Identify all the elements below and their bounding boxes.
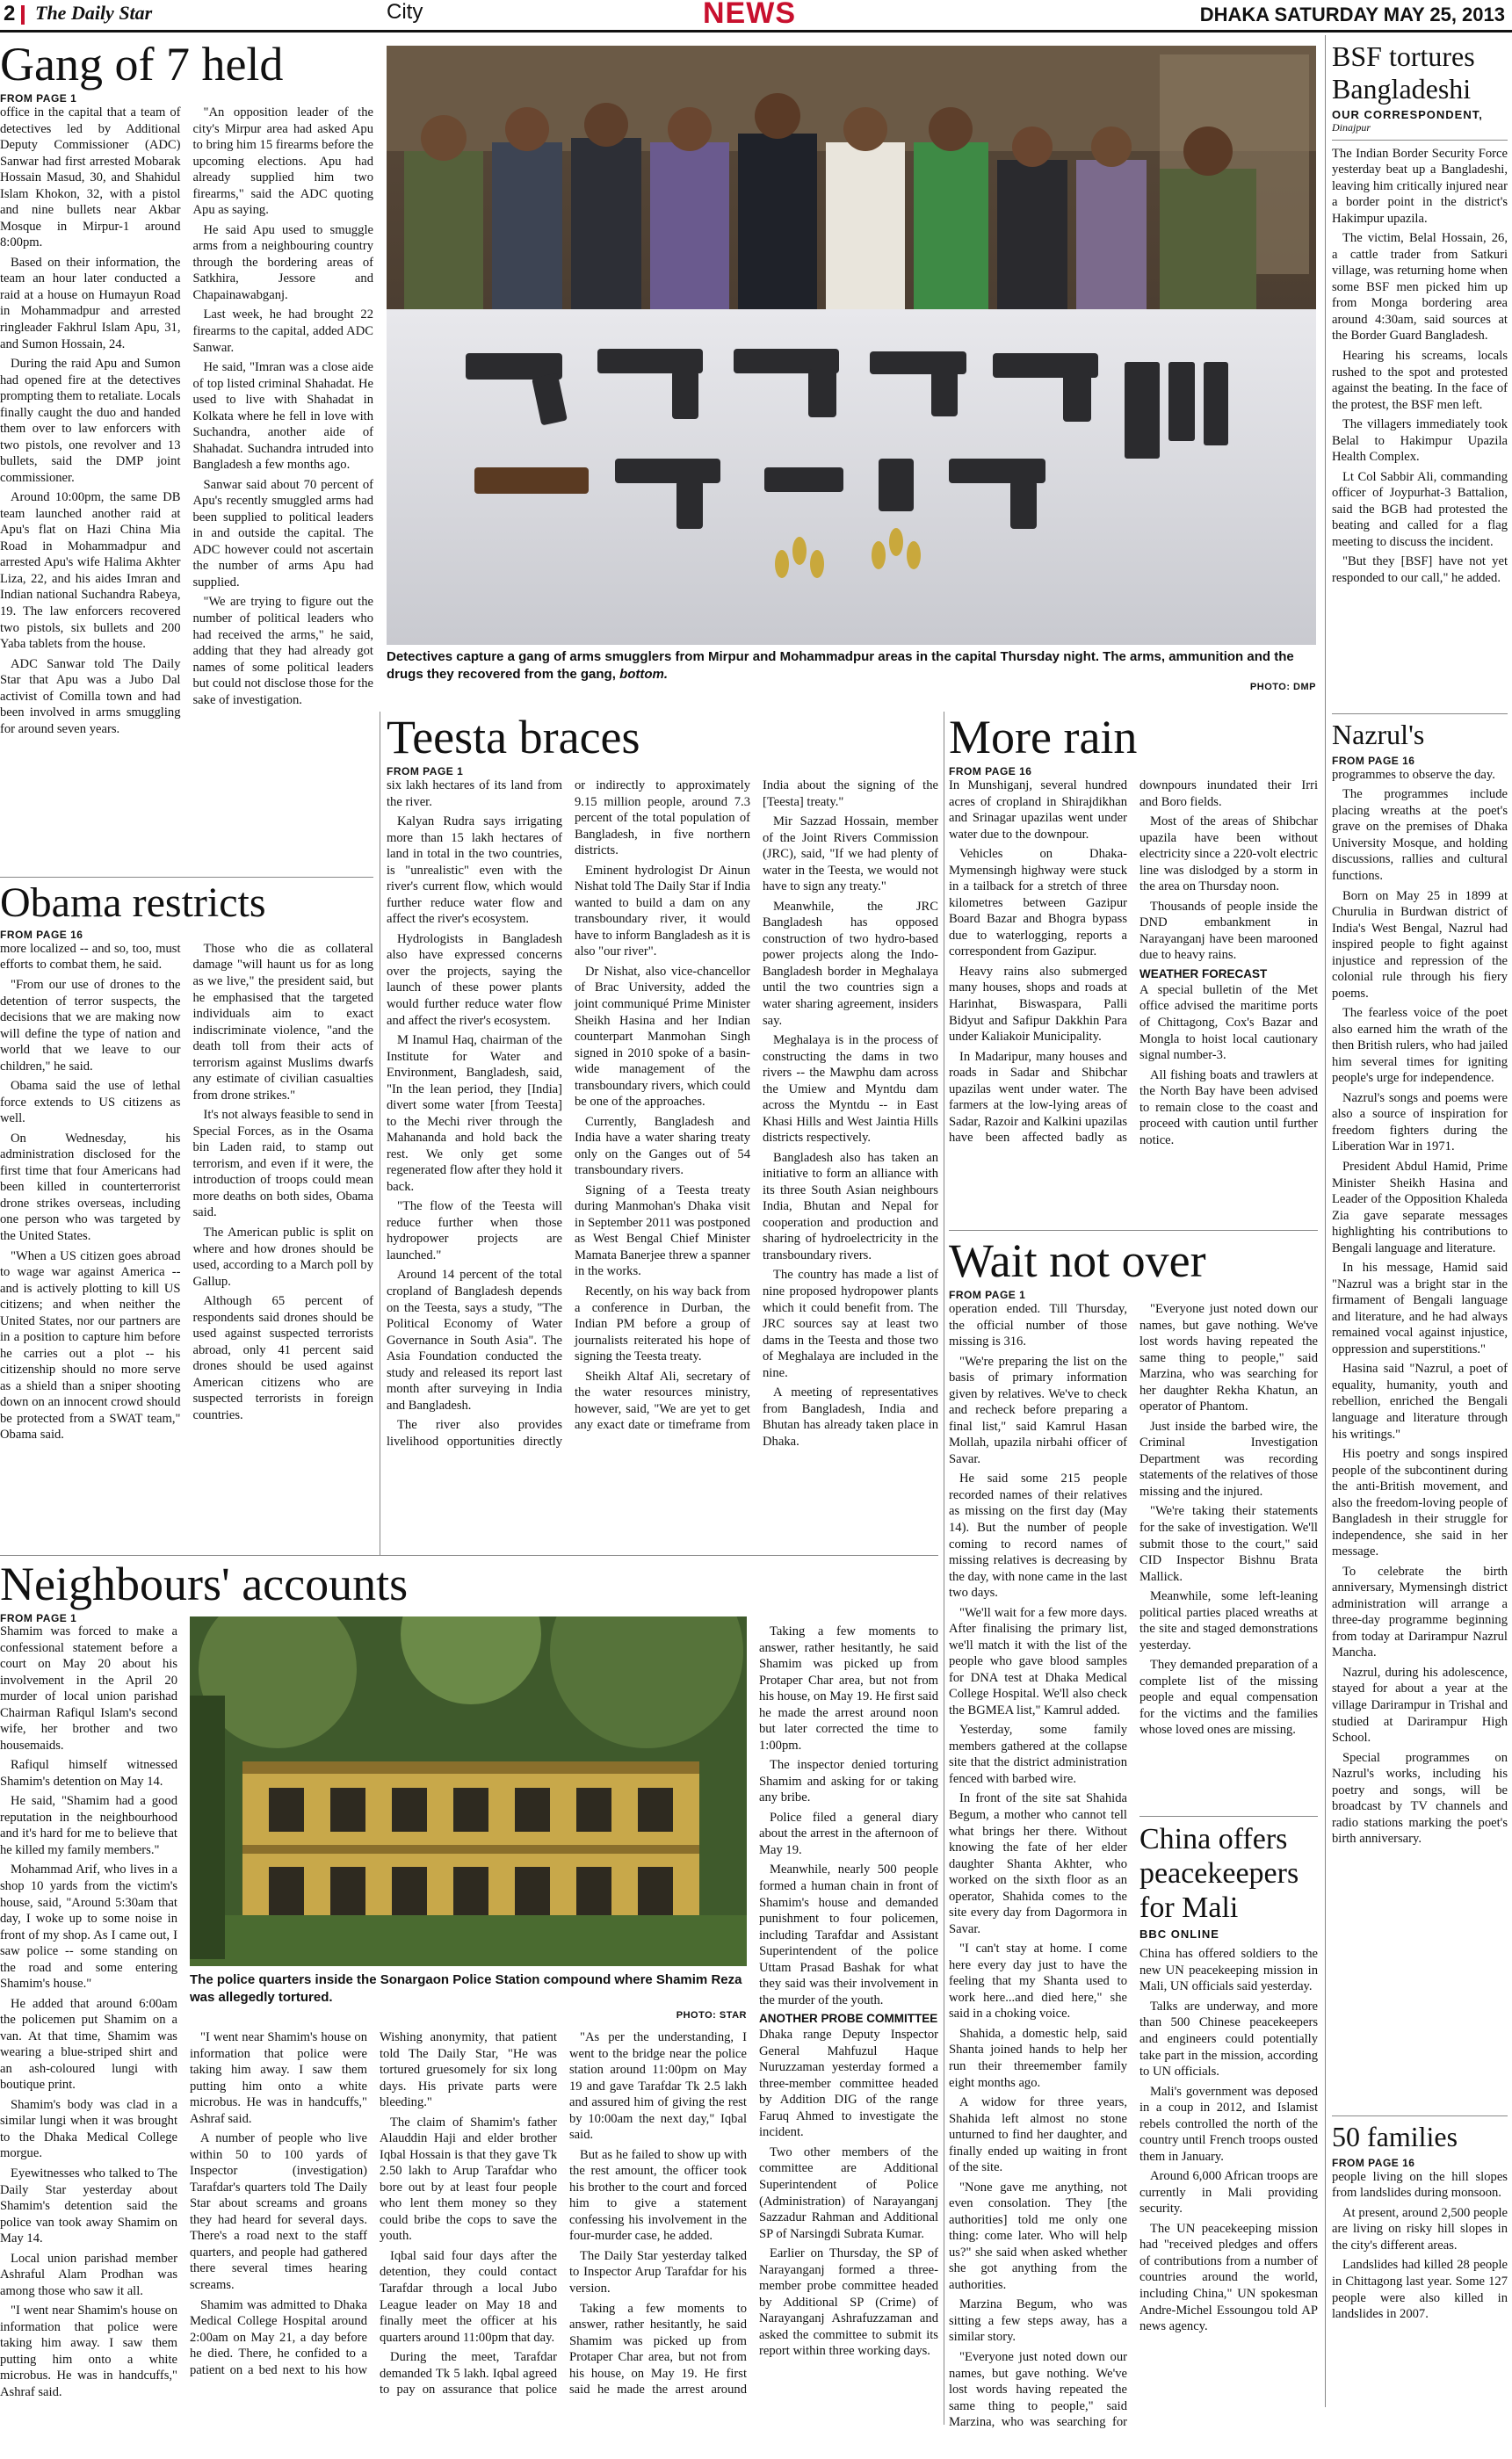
police-photo-credit: PHOTO: STAR: [676, 2010, 747, 2021]
byline-location-bsf: Dinajpur: [1332, 120, 1371, 134]
article-gang: [0, 40, 373, 867]
from-page-gang: FROM PAGE 1: [0, 92, 77, 105]
paragraph: Meanwhile, some left-leaning political parties placed wreaths at the site and staged demonstrations yesterday.: [1139, 1589, 1318, 1653]
headline-bsf: BSF tortures Bangladeshi: [1332, 40, 1475, 105]
paragraph: Recently, on his way back from a conference in Durban, the Indian PM before a group of journalists reiterated his hope of signing the Teesta treaty.: [575, 1284, 750, 1364]
paragraph: Shamim's body was clad in a similar lungi when it was brought to the Dhaka Medical College morgue.: [0, 2097, 177, 2161]
paragraph: At present, around 2,500 people are living on risky hill slopes in the city's different areas.: [1332, 2205, 1508, 2253]
paragraph: A meeting of representatives from Bangladesh, India and Bhutan has already taken place in Dhaka.: [763, 1385, 938, 1449]
paragraph: The UN peacekeeping mission had "received pledges and offers of contributions from a number of countries around the world, including China," UN spokesman Andre-Michel Essoungou told AP news agency.: [1139, 2221, 1318, 2334]
paragraph: Around 10:00pm, the same DB team launched another raid at Apu's flat on Hazi China Mia Road in Mohammadpur and arrested Apu's wife Halima Akhter Liza, 22, and his aides Imran and Indian national Suchandra Rabeya, 19. The law enforcers recovered two pistols, six bullets and 200 Yaba tablets from the house.: [0, 490, 181, 652]
page-masthead: [0, 0, 1512, 33]
paragraph: Meanwhile, nearly 500 people formed a human chain in front of Shamim's house and demanded punishment to four policemen, including Tarafdar and Assistant Superintendent of the police Uttam Prasad Bashak for what they said was their involvement in the murder of the youth.: [759, 1862, 938, 2007]
arms-photo-image: [387, 46, 1316, 645]
caption-text: Detectives capture a gang of arms smugglers from Mirpur and Mohammadpur areas in the capital Thursday night. The arms, ammunition and the drugs they recovered from the gang,: [387, 649, 1294, 682]
paragraph: It's not always feasible to send in Special Forces, as in the Osama bin Laden raid, to stamp out terrorism, and even if it were, the introduction of troops could mean more deaths on both sides, Obama said.: [192, 1108, 373, 1220]
paragraph: The programmes include placing wreaths at the poet's grave on the premises of Dhaka University Mosque, and holding discussions, rallies and cultural functions.: [1332, 787, 1508, 883]
paragraph: Around 14 percent of the total cropland of Bangladesh depends on the Teesta, says a study, "The Political Economy of Water Governance in South Asia". The Asia Foundation conducted the study and released its report last month after surveying in India and Bangladesh.: [387, 1268, 562, 1413]
paragraph: people living on the hill slopes from landslides during monsoon.: [1332, 2169, 1508, 2201]
paragraph: Nazrul, during his adolescence, stayed for about a year at the village Darirampur in Trishal and studied at Darirampur High School.: [1332, 1665, 1508, 1746]
rule-china: [1139, 1816, 1318, 1817]
paragraph: To celebrate the birth anniversary, Mymensingh district administration will arrange a three-day programme beginning from today at Darirampur Nazrul Mancha.: [1332, 1564, 1508, 1660]
body-obama: [0, 941, 373, 1566]
rule-neighbours: [0, 1555, 938, 1556]
from-page-families: FROM PAGE 16: [1332, 2156, 1415, 2169]
paragraph: In Madaripur, many houses and roads in Sadar and Shibchar upazilas went under water. The farmers at the low-lying areas of Sadar, Razoir and Kalkini upazilas have been affected badly as downpours inundated their Irri and Boro fields.: [949, 778, 1318, 1146]
paragraph: "As per the understanding, I went to the bridge near the police station around 11:00pm on May 19 and gave Tarafdar Tk 2.5 lakh and assured him of giving the rest by 10:00am the next day," Iqbal said.: [569, 2030, 747, 2143]
headline-rain: More rain: [949, 711, 1138, 763]
article-rain: [949, 713, 1318, 1252]
paragraph: He said, "Imran was a close aide of top listed criminal Shahadat. He used to live with Shahadat in Kolkata where he fell in love with Suchandra, another aide of Shahadat. Suchandra intruded into Bangladesh a few months ago.: [192, 360, 373, 473]
body-wait-cont: [1139, 1301, 1318, 1811]
paragraph: "I went near Shamim's house on information that police were taking him away. I saw them putting him onto a white microbus. He was in handcuffs," Ashraf said.: [0, 2304, 177, 2399]
paragraph: A special bulletin of the Met office advised the maritime ports of Chittagong, Cox's Bazar and Mongla to hoist local cautionary signal number-3.: [1139, 982, 1318, 1063]
body-neighbours-left: [0, 1624, 177, 2407]
news-label: NEWS: [703, 0, 796, 30]
body-neighbours-mid2: [380, 2029, 557, 2407]
paragraph: Earlier on Thursday, the SP of Narayanganj formed a three-member probe committee headed by Additional SP (Crime) of Narayanganj Ashrafuzzaman and asked the committee to submit its report within three working days.: [759, 2246, 938, 2359]
paragraph: Most of the areas of Shibchar upazila have been without electricity since a 220-volt electric line was dislodged by a storm in the area on Thursday noon.: [1139, 814, 1318, 894]
paragraph: Hydrologists in Bangladesh also have expressed concerns over the projects, saying the launch of these power plants would further reduce water flow and affect the river's ecosystem.: [387, 931, 562, 1028]
paragraph: Thousands of people inside the DND embankment in Narayanganj have been marooned due to heavy rains.: [1139, 899, 1318, 963]
paragraph: Sanwar said about 70 percent of Apu's recently smuggled arms had been supplied to political leaders in and outside the capital. The ADC however could not ascertain the number of arms Apu had supplied.: [192, 477, 373, 589]
paragraph: "But they [BSF] have not yet responded to our call," he added.: [1332, 554, 1508, 585]
paragraph: operation ended. Till Thursday, the official number of those missing is 316.: [949, 1302, 1127, 1349]
article-wait: [949, 1234, 1318, 2459]
paragraph: Meghalaya is in the process of constructing the dams in two rivers -- the Mawphu dam across the Umiew and Myntdu dam across the Myntdu -- in East Khasi Hills and West Jaintia Hills districts respectively.: [763, 1033, 938, 1146]
paragraph: Local union parishad member Ashraful Alam Prodhan was among those who saw it all.: [0, 2251, 177, 2298]
byline-china: BBC ONLINE: [1139, 1927, 1219, 1942]
caption-emphasis: bottom.: [619, 666, 669, 682]
arms-photo: [387, 46, 1316, 645]
paragraph: "We're preparing the list on the basis of primary information given by relatives. We've to check and recheck before preparing a final list," said Kamrul Hasan Mollah, upazila nirbahi officer of Savar.: [949, 1354, 1127, 1466]
paragraph: Yesterday, some family members gathered at the collapse site that the district administration fenced with barbed wire.: [949, 1723, 1127, 1786]
rule-wait: [949, 1230, 1318, 1231]
paragraph: The American public is split on where and how drones should be used, according to a March poll by Gallup.: [192, 1225, 373, 1289]
paragraph: "When a US citizen goes abroad to wage war against America -- and is actively plotting to kill US citizens; and when neither the United States, nor our partners are in a position to capture him before he carries out a plot -- his citizenship should no more serve as a shield than a sniper shooting down on an innocent crowd should be protected from a SWAT team," Obama said.: [0, 1248, 181, 1443]
paragraph: Wishing anonymity, that patient told The Daily Star, "He was tortured gruesomely for six long days. His private parts were bleeding.": [380, 2030, 557, 2110]
paragraph: A widow for three years, Shahida left almost no stone unturned to find her daughter, and finally ended up waiting in front of the site.: [949, 2095, 1127, 2175]
headline-wait: Wait not over: [949, 1234, 1206, 1287]
paragraph: "I went near Shamim's house on information that police were taking him away. I saw them putting him onto a white microbus. He was in handcuffs," Ashraf said.: [190, 2030, 367, 2126]
body-rain: [949, 777, 1318, 1252]
paragraph: His poetry and songs inspired people of the subcontinent during the anti-British movement, and also the freedom-loving people of Bangladesh in their struggle for independence, she said in her message.: [1332, 1447, 1508, 1559]
byline-bsf: OUR CORRESPONDENT,: [1332, 107, 1483, 121]
paragraph: office in the capital that a team of detectives led by Additional Deputy Commissioner (ADC) Sanwar had first arrested Mobarak Hossain Masud, 30, and Shahidul Islam Khokon, 32, with a pistol and nine bullets near Akbar Mosque in Mirpur-1 around 8:00pm.: [0, 105, 181, 250]
paragraph: Kalyan Rudra says irrigating more than 15 lakh hectares of land in total in the two countries, is "unrealistic" even with the river's current flow, which would further reduce water flow and affect the river's ecosystem.: [387, 814, 562, 927]
rain-paras-forecast: [1139, 982, 1318, 1148]
paragraph: Rafiqul himself witnessed Shamim's detention on May 14.: [0, 1758, 177, 1789]
paragraph: Born on May 25 in 1899 at Churulia in Burdwan district of India's West Bengal, Nazrul had inspired people to fight against injustice and repression of the colonial rule through his fiery poems.: [1332, 888, 1508, 1001]
paragraph: Hearing his screams, locals rushed to the spot and protested against the beating. In the face of the protest, the BSF men left.: [1332, 348, 1508, 412]
paragraph: The villagers immediately took Belal to Hakimpur Upazila Health Complex.: [1332, 417, 1508, 465]
paragraph: Vehicles on Dhaka-Mymensingh highway were stuck in a tailback for a stretch of three kilometres between Gazipur Board Bazar and Bhogra bypass due to waterlogging, reports a correspondent from Gazipur.: [949, 847, 1127, 959]
paragraph: China has offered soldiers to the new UN peacekeeping mission in Mali, UN officials said yesterday.: [1139, 1947, 1318, 1994]
rule-obama: [0, 877, 373, 878]
headline-china: China offers peacekeepers for Mali: [1139, 1823, 1299, 1925]
headline-teesta: Teesta braces: [387, 711, 640, 763]
paragraph: Nazrul's songs and poems were also a source of inspiration for freedom fighters during the Liberation War in 1971.: [1332, 1090, 1508, 1154]
paragraph: He said some 215 people recorded names of their relatives as missing on the first day (May 14). But the number of people coming to record names of missing relatives is decreasing by the day, with none came in the last two days.: [949, 1472, 1127, 1601]
paragraph: Shahida, a domestic help, said Shanta joined hands to help her run their threemember family eight months ago.: [949, 2026, 1127, 2090]
paragraph: M Inamul Haq, chairman of the Institute for Water and Environment, Bangladesh, said, "In the lean period, they [India] divert some water [from Teesta] to the Mechi river through the Mahananda and hold back the rest. We only get some regenerated flow after they hold it back.: [387, 1033, 562, 1194]
paragraph: In his message, Hamid said "Nazrul was a bright star in the firmament of Bengali language and literature, and he had always remained vocal against injustice, oppression and superstitions.": [1332, 1261, 1508, 1356]
body-neighbours-right: [759, 1624, 938, 2407]
paragraph: President Abdul Hamid, Prime Minister Sheikh Hasina and Leader of the Opposition Khaleda Zia gave separate messages highlighting his contributions to Bengali language and literature.: [1332, 1160, 1508, 1255]
paragraph: Based on their information, the team an hour later conducted a raid at a house on Humayun Road in Mohammadpur and arrested ringleader Fakhrul Islam Apu, 31, and Sumon Hossain, 24.: [0, 255, 181, 351]
paragraph: "Everyone just noted down our names, but gave nothing. We've lost words having repeated the same thing to people," said Marzina, who was searching for her daughter Rekha Khatun, an operator of Phantom.: [1139, 1302, 1318, 1414]
paragraph: Those who die as collateral damage "will haunt us for as long as we live," the president said, but he emphasised that the targeted individuals aim to exact indiscriminate violence, "and the death toll from their acts of terrorism against Muslims dwarfs any estimate of civilian casualties from drone strikes.": [192, 941, 373, 1103]
from-page-obama: FROM PAGE 16: [0, 928, 83, 941]
rule-bsf: [1332, 140, 1508, 141]
paragraph: Dr Nishat, also vice-chancellor of Brac University, added the joint communiqué Prime Minister Sheikh Hasina and her Indian counterpart Manmohan Singh signed in 2010 spoke of a basin-wide management of the transboundary rivers, which could be one of the approaches.: [575, 964, 750, 1110]
paragraph: Although 65 percent of respondents said drones should be used against suspected terrorists abroad, only 41 percent said drones should be used against American citizens who are suspected terrorists in foreign countries.: [192, 1294, 373, 1422]
subhead-probe: ANOTHER PROBE COMMITTEE: [759, 2012, 938, 2026]
neighbours-under-photo: [190, 2029, 747, 2407]
paragraph: "From our use of drones to the detention of terror suspects, the decisions that we are making now will define the type of nation and world that we leave to our children," he said.: [0, 978, 181, 1074]
paragraph: "We're taking their statements for the sake of investigation. We'll submit those to the court," said CID Inspector Bishnu Brata Mallick.: [1139, 1504, 1318, 1584]
page-number-bar: [21, 5, 25, 25]
police-photo-caption: The police quarters inside the Sonargaon Police Station compound where Shamim Reza was allegedly tortured.: [190, 1972, 742, 2005]
paragraph: Police filed a general diary about the arrest in the afternoon of May 19.: [759, 1810, 938, 1857]
paragraph: During the meet, Tarafdar demanded Tk 5 lakh. Iqbal agreed to pay on assurance that police: [380, 2350, 557, 2398]
paragraph: They demanded preparation of a complete list of the missing people and equal compensation for the victims and the families whose loved ones are missing.: [1139, 1658, 1318, 1738]
paragraph: Mir Sazzad Hossain, member of the Joint Rivers Commission (JRC), said, "If we had plenty of water in the Teesta, we would not have to sign any treaty.": [763, 814, 938, 894]
paragraph: In front of the site sat Shahida Begum, a mother who cannot tell what brings her there. Without knowing the fate of her elder daughter Shanta Akhter, who worked on the sixth floor as an operator, Shahida comes to the site every day from Dagormora in Savar.: [949, 1791, 1127, 1936]
neighbours-right-paras: [759, 1624, 938, 2008]
paragraph: During the raid Apu and Sumon had opened fire at the detectives prompting them to retaliate. Locals finally caught the duo and handed them over to law enforcers with two pistols, one revolver and 13 bullets, said the DMP joint commissioner.: [0, 357, 181, 485]
headline-obama: Obama restricts: [0, 879, 266, 926]
paragraph: Two other members of the committee are Additional Superintendent of Police (Administration) of Narayanganj Sazzadur Rahman and Additional SP of Narsingdi Subrata Kumar.: [759, 2144, 938, 2241]
paragraph: In Munshiganj, several hundred acres of cropland in Shirajdikhan and Srinagar upazilas went under water due to the downpour.: [949, 778, 1127, 842]
paragraph: Special programmes on Nazrul's works, including his poetry and songs, will be broadcast by TV channels and radio stations marking the poet's birth anniversary.: [1332, 1750, 1508, 1847]
page-number: 2: [4, 2, 16, 25]
wait-columns: [949, 1301, 1318, 2459]
body-nazrul: [1332, 767, 1508, 2137]
paragraph: Heavy rains also submerged many houses, shops and roads at Harinhat, Biswaspara, Palli Bidyut and Safipur Dakkhin Para under Kaliakoir Municipality.: [949, 964, 1127, 1045]
paragraph: The Daily Star yesterday talked to Inspector Arup Tarafdar for his version.: [569, 2248, 747, 2296]
arms-photo-caption: [387, 648, 1316, 683]
dateline: DHAKA SATURDAY MAY 25, 2013: [1199, 4, 1505, 25]
paragraph: "Everyone just noted down our names, but gave nothing. We've lost words having repeated the same thing to people," said Marzina, who was searching for: [949, 2350, 1127, 2430]
article-bsf: [1332, 40, 1508, 708]
paragraph: Around 6,000 African troops are currently in Mali providing security.: [1139, 2169, 1318, 2217]
from-page-teesta: FROM PAGE 1: [387, 765, 464, 778]
subhead-weather: WEATHER FORECAST: [1139, 966, 1268, 980]
paragraph: "An opposition leader of the city's Mirpur area had asked Apu to bring him 15 firearms before the upcoming elections. Apu had already supplied him two firearms," said the ADC quoting Apu as saying.: [192, 105, 373, 218]
arms-photo-credit: PHOTO: DMP: [1249, 682, 1316, 692]
headline-gang: Gang of 7 held: [0, 38, 284, 90]
paragraph: Dhaka range Deputy Inspector General Mahfuzul Haque Nuruzzaman yesterday formed a three-member committee headed by Addition DIG of the range Faruq Ahmed to investigate the incident.: [759, 2028, 938, 2140]
from-page-wait: FROM PAGE 1: [949, 1289, 1026, 1302]
police-photo: [190, 1616, 747, 1966]
body-teesta: [387, 777, 938, 1556]
article-teesta: [387, 713, 938, 1556]
paragraph: Last week, he had brought 22 firearms to the capital, added ADC Sanwar.: [192, 307, 373, 355]
paragraph: The victim, Belal Hossain, 26, a cattle trader from Satkuri village, was returning home when some BSF men picked him up from Monga bordering area around 4:30am, said sources at the Border Guard Bangladesh.: [1332, 231, 1508, 344]
paragraph: Talks are underway, and more than 500 Chinese peacekeepers and engineers could potentially take part in the mission, according to UN officials.: [1139, 1999, 1318, 2079]
body-wait: [949, 1301, 1127, 2459]
paragraph: He said Apu used to smuggle arms from a neighbouring country through the bordering areas of Satkhira, Jessore and Chapainawabganj.: [192, 222, 373, 302]
rule-families: [1332, 2115, 1508, 2116]
paragraph: The Indian Border Security Force yesterday beat up a Bangladeshi, leaving him critically injured near a border point in the district's Hakimpur upazila.: [1332, 146, 1508, 226]
paragraph: Shamim was admitted to Dhaka Medical College Hospital around 2:00am on May 21, a day before he died. There, he confided to a patient on a bed next to his how: [190, 2297, 367, 2377]
paragraph: The river also provides livelihood opportunities directly or indirectly to approximately 9.15 million people, around 7.3 percent of the total population of Bangladesh, in five northern districts.: [387, 778, 750, 1449]
paragraph: Mali's government was deposed in a coup in 2012, and Islamist rebels controlled the north of the country until French troops ousted them in January.: [1139, 2084, 1318, 2164]
paragraph: Bangladesh also has taken an initiative to form an alliance with its three South Asian neighbours India, Bhutan and Nepal for cooperation and production and sharing of hydroelectricity in the transboundary rivers.: [763, 1150, 938, 1262]
paragraph: "I can't stay at home. I come here every day just to have the feeling that my Shanta used to work here...and died here," she said in a choking voice.: [949, 1942, 1127, 2021]
paragraph: Obama said the use of lethal force extends to US citizens as well.: [0, 1079, 181, 1126]
paragraph: The inspector denied torturing Shamim and asking for or taking any bribe.: [759, 1758, 938, 1805]
paragraph: "None gave me anything, not even consolation. They [the authorities] told me only one thing: come later. Who will help us?" she said when asked whether she got anything from the authorities.: [949, 2180, 1127, 2292]
body-neighbours-mid3: [569, 2029, 747, 2407]
paragraph: programmes to observe the day.: [1332, 767, 1495, 782]
article-nazrul: [1332, 719, 1508, 2137]
body-gang: [0, 105, 373, 867]
article-families: [1332, 2121, 1508, 2406]
paragraph: "We'll wait for a few more days. After finalising the primary list, we'll match it with the list of the people who gave blood samples for DNA test at Dhaka Medical College Hospital. We'll also check the BGMEA list," Kamrul added.: [949, 1605, 1127, 1718]
paragraph: Sheikh Altaf Ali, secretary of the water resources ministry, however, said, "We are yet to get any exact date or timeframe from India about the signing of the [Teesta] treaty.": [575, 778, 938, 1433]
body-china: [1139, 1946, 1318, 2438]
paragraph: The country has made a list of nine proposed hydropower plants which it could benefit from. The JRC sources say at least two dams in the Teesta and those two of Meghalaya are included in the nine.: [763, 1268, 938, 1380]
paragraph: Eminent hydrologist Dr Ainun Nishat told The Daily Star if India wanted to build a dam on any transboundary river, it would have to inform Bangladesh as it is also "our river".: [575, 863, 750, 959]
rule-nazrul: [1332, 713, 1508, 714]
paragraph: Eyewitnesses who talked to The Daily Star yesterday about Shamim's detention said the police van took away Shamim on May 14.: [0, 2166, 177, 2246]
paragraph: All fishing boats and trawlers at the North Bay have been advised to remain close to the coast and proceed with caution until further notice.: [1139, 1067, 1318, 1147]
paper-name: The Daily Star: [35, 2, 153, 24]
paragraph: Mohammad Arif, who lives in a shop 10 yards from the victim's house, said, "Around 5:30am that day, I woke up to some noise in front of my shop. As I came out, I saw police -- some standing on the road and some entering Shamim's house.": [0, 1862, 177, 1992]
from-page-nazrul: FROM PAGE 16: [1332, 754, 1415, 767]
paragraph: Taking a few moments to answer, rather hesitantly, he said Shamim was picked up from Protaper Char area, but not from his house, on May 19. He first said he made the arrest around noon but later corrected the time to 1:00pm.: [759, 1624, 938, 1753]
paragraph: Iqbal said four days after the detention, they could contact Tarafdar through a local Jubo League leader on May 18 and finally meet the officer at his quarters around 11:00pm that day.: [380, 2248, 557, 2345]
body-families: [1332, 2169, 1508, 2406]
paragraph: ADC Sanwar told The Daily Star that Apu was a Jubo Dal activist of Comilla town and had been involved in arms smuggling for around seven years.: [0, 656, 181, 736]
paragraph: Currently, Bangladesh and India have a water sharing treaty only on the Ganges out of 54 transboundary rivers.: [575, 1114, 750, 1178]
paragraph: He added that around 6:00am the policemen put Shamim on a van. At that time, Shamim was wearing a blue-striped shirt and an ash-coloured lungi with boutique print.: [0, 1996, 177, 2093]
paragraph: A number of people who live within 50 to 100 yards of Inspector (investigation) Tarafdar's quarters told The Daily Star about screams and groans they had heard for several days. There's a road next to the staff quarters, and people had gathered there several times hearing screams.: [190, 2131, 367, 2292]
article-neighbours: [0, 1560, 938, 1624]
from-page-rain: FROM PAGE 16: [949, 765, 1032, 778]
paragraph: Signing of a Teesta treaty during Manmohan's Dhaka visit in September 2011 was postponed as West Bengal Chief Minister Mamata Banerjee threw a spanner in the works.: [575, 1182, 750, 1279]
paragraph: Marzina Begum, who was sitting a few steps away, has a similar story.: [949, 2297, 1127, 2345]
paragraph: Hasina said "Nazrul, a poet of equality, humanity, youth and rebellion, enriched the Bengali language and literature through his writings.": [1332, 1362, 1508, 1442]
headline-families: 50 families: [1332, 2121, 1458, 2152]
headline-neighbours: Neighbours' accounts: [0, 1558, 409, 1610]
paragraph: But as he failed to show up with the rest amount, the officer took his brother to the court and forced him to give a statement confessing his involvement in the four-murder case, he added.: [569, 2147, 747, 2244]
column-rule: [1325, 35, 1326, 2407]
police-photo-image: [190, 1616, 747, 1966]
paragraph: "We are trying to figure out the number of political leaders who had received the arms," he said, adding that they had already got names of some political leaders but could not disclose those for the sake of investigation.: [192, 595, 373, 707]
body-bsf: [1332, 146, 1508, 708]
paragraph: Shamim was forced to make a confessional statement before a court on May 20 about his involvement in the April 20 murder of local union parishad Chairman Rafiqul Islam's second wife, her brother and two housemaids.: [0, 1624, 177, 1753]
paragraph: six lakh hectares of its land from the river.: [387, 778, 562, 809]
paragraph: On Wednesday, his administration disclosed for the first time that four Americans had been killed in counterterrorist drone strikes overseas, including one person who was targeted by the United States.: [0, 1131, 181, 1243]
paragraph: Landslides had killed 28 people in Chittagong last year. Some 127 people were also killed in landslides in 2007.: [1332, 2258, 1508, 2322]
section-name: City: [387, 0, 423, 24]
paragraph: The claim of Shamim's father Alauddin Haji and elder brother Iqbal Hossain is that they gave Tk 2.50 lakh to Arup Tarafdar who bore out by at least four people who lent them money so they could bribe the cops to save the youth.: [380, 2115, 557, 2244]
paragraph: Lt Col Sabbir Ali, commanding officer of Joypurhat-3 Battalion, said the BGB had protested the beating and called for a flag meeting to discuss the incident.: [1332, 469, 1508, 549]
neighbours-probe-paras: [759, 2027, 938, 2360]
paragraph: "The flow of the Teesta will reduce further when those hydropower projects are launched.": [387, 1199, 562, 1262]
headline-nazrul: Nazrul's: [1332, 719, 1425, 750]
paragraph: Taking a few moments to answer, rather hesitantly, he said Shamim was picked up from Protaper Char area, but not from his house, on May 19. He first said he made the arrest around: [569, 2301, 747, 2398]
from-page-neighbours: FROM PAGE 1: [0, 1612, 77, 1625]
wait-right-col: [1139, 1301, 1318, 2459]
article-obama: [0, 879, 373, 1566]
paragraph: Meanwhile, the JRC Bangladesh has opposed construction of two hydro-based power projects along the Indo-Bangladesh border in Meghalaya until the two countries sign a water sharing agreement, insiders say.: [763, 899, 938, 1028]
paragraph: The fearless voice of the poet also earned him the wrath of the then British rulers, who had jailed him several times for igniting people's urge for independence.: [1332, 1006, 1508, 1086]
body-neighbours-mid1: [190, 2029, 367, 2407]
paragraph: more localized -- and so, too, must efforts to combat them, he said.: [0, 941, 181, 973]
paragraph: Just inside the barbed wire, the Criminal Investigation Department was recording statements of the relatives of those missing and the injured.: [1139, 1419, 1318, 1499]
paragraph: He said, "Shamim had a good reputation in the neighbourhood and it's hard for me to believe that he killed my family members.": [0, 1794, 177, 1857]
